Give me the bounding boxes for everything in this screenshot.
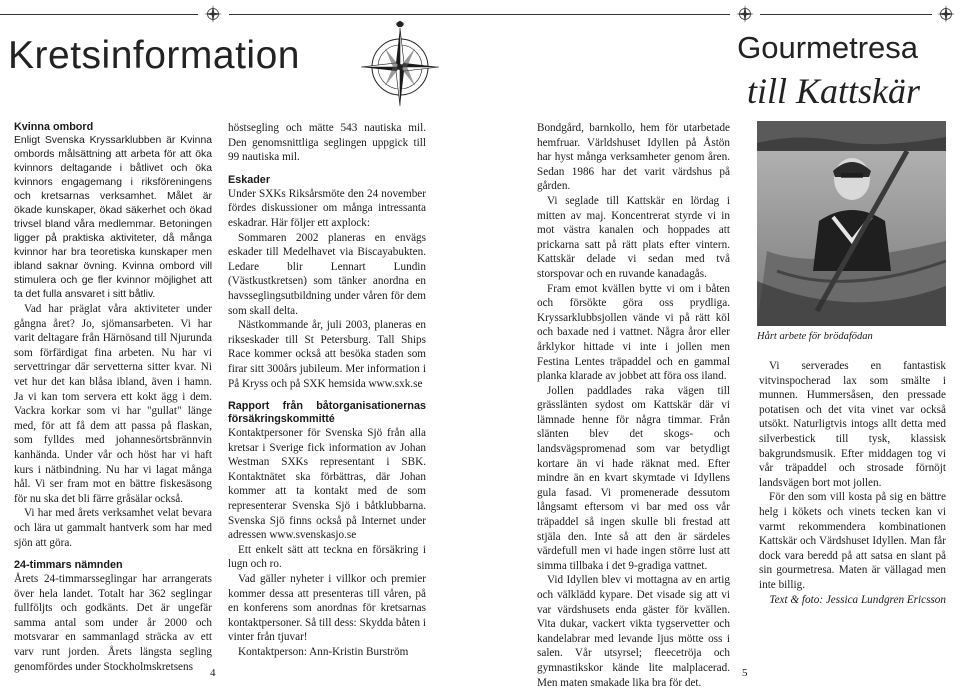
compass-ornament-icon xyxy=(936,4,956,24)
page-number-left: 4 xyxy=(210,667,216,679)
photo-man-in-canoe xyxy=(757,121,946,326)
heading-kvinna-ombord: Kvinna ombord xyxy=(14,121,94,133)
paragraph: Vi har med årets verksamhet velat bevara och lära ut gammalt hantverk som har med sjön att göra. xyxy=(14,507,212,549)
page-title-kretsinformation: Kretsinformation xyxy=(8,34,300,77)
paragraph: Enligt Svenska Kryssarklubben är Kvinna ombords målsättning att arbeta för att öka kvinnors deltagande i båtlivet och öka kvinnors engagemang i riksföreningens och kretsarnas verksamhet. Målet är ökade kunskaper, ökad säkerhet och ökad trivsel bland våra medlemmar. Betoningen ligger på praktiska aktiviteter, då många kvinnor har bra teoretiska kunskaper men ibland saknar övning. Kvinna ombord vill stimulera och ge fler kvinnor möjlighet att ta det fulla ansvaret i sitt båtliv. xyxy=(14,135,212,300)
header-rule-left xyxy=(0,14,198,15)
paragraph: Vi serverades en fantastisk vitvinspocherad lax som smälte i munnen. Hummersåsen, den pressade potatisen och det vita vinet var också utsökt. Naturligtvis intogs allt detta med silverbestick till tysk, klassisk bakgrundsmusik. Efter middagen tog vi vår träpaddel och strosade förnöjt landsvägen bort mot jollen. xyxy=(759,360,946,489)
column-3 xyxy=(537,121,730,690)
compass-ornament-icon xyxy=(735,4,755,24)
article-title-line1: Gourmetresa xyxy=(737,30,918,65)
paragraph: Vad gäller nyheter i villkor och premier kommer dessa att presenteras till våren, på en konferens som anordnas för kretsarnas kontaktpersoner. Så till dess: Skydda båten i vinter från tjuvar! xyxy=(228,573,426,644)
column-1 xyxy=(14,121,212,674)
paragraph: Vid Idyllen blev vi mottagna av en artig och välklädd kypare. Det visade sig att vi var värdshusets enda gäster för kvällen. Vita dukar, vackert vikta tygservetter och kandelabrar med levande ljus mötte oss i salen. Vår utsyrsel; fleecetröja och gymnastikskor kände lite malplacerad. Men maten smakade lika bra för det. xyxy=(537,574,730,689)
paragraph: Ett enkelt sätt att teckna en försäkring i lugn och ro. xyxy=(228,543,426,571)
paragraph: Sommaren 2002 planeras en envägs eskader till Medelhavet via Biscayabukten. Ledare blir Lennart Lundin (Västkustkretsen) som tänker anordna en havsseglingsutbildning under våren för dem som skall delta. xyxy=(228,231,426,317)
author-credit: Text & foto: Jessica Lundgren Ericsson xyxy=(769,593,946,606)
header-rule-right-1 xyxy=(480,14,730,15)
paragraph: Årets 24-timmarsseglingar har arrangerats över hela landet. Totalt har 362 seglingar fullföljts och godkänts. Det är ungefär samma antal som under år 2000 och motsvarar en sammanlagd sträcka av ett varv runt jorden. Årets längsta segling genomfördes under Stockholmskretsens xyxy=(14,573,212,673)
header-rule-center xyxy=(229,14,480,15)
article-title-line2: till Kattskär xyxy=(746,71,920,111)
paragraph: Kontaktperson: Ann-Kristin Burström xyxy=(238,646,409,658)
heading-24-timmars: 24-timmars nämnden xyxy=(14,559,123,572)
page-number-right: 5 xyxy=(742,667,748,679)
heading-eskader: Eskader xyxy=(228,173,271,186)
header-rule-right-2 xyxy=(760,14,932,15)
paragraph: Vi seglade till Kattskär en lördag i mitten av maj. Koncentrerat styrde vi in mot västra kanalen och hoppades att prickarna satt på rätt plats efter vintern. Kattskär delade vi sedan med två storspovar och en ruvande kanadagås. xyxy=(537,194,730,280)
photo-illustration xyxy=(757,121,946,326)
paragraph: höstsegling och mätte 543 nautiska mil. Den genomsnittliga seglingen uppgick till 99 nautiska mil. xyxy=(228,122,426,164)
paragraph: Kontaktpersoner för Svenska Sjö från alla kretsar i Sverige fick information av Johan Westman SXKs representant i SBK. Kontaktnätet ska förbättras, där Johan kommer att ta kontakt med de som representerar Svenska Sjö i båtklubbarna. Svenska Sjö finns också på Internet under adressen www.svenskasjo.se xyxy=(228,427,426,542)
compass-rose-logo-icon xyxy=(355,20,445,110)
heading-rapport: Rapport från båtorganisationernas försäkringskommitté xyxy=(228,400,426,426)
paragraph: Nästkommande år, juli 2003, planeras en rikseskader till St Petersburg. Tall Ships Race kommer också att besöka staden som firar sitt 300års jubileum. Mer information i På Kryss och på SXK hemsida www.sxk.se xyxy=(228,319,426,390)
paragraph: Vad har präglat våra aktiviteter under gångna året? Jo, sjömansarbeten. Vi har varit deltagare från Härnösand till Njurunda som förfärdigat fina arbeten. Nu har vi servettringar där servetterna sitter kvar. Ni vet hur det kan blåsa ibland, även i hamn. Ja vi kan tom servera ett kokt ägg i dem. Vackra korkar som vi har "gullat" länge med, för att få dem att passa på flaskan, som fylldes med johannesörtsbrännvin kanhända. Under vår och höst har vi haft kurs i nätbindning. Nu har vi lagat många hål. Vi ser fram mot en bättre fiskesäsong för nu ska det bli färre gråsälar också. xyxy=(14,303,212,505)
photo-caption: Hårt arbete för brödafödan xyxy=(757,331,873,342)
paragraph: Under SXKs Riksårsmöte den 24 november fördes diskussioner om många intressanta eskadrar. Här följer ett axplock: xyxy=(228,187,426,229)
paragraph: Fram emot kvällen bytte vi om i båten och försökte göra oss prydliga. Kryssarklubbsjollen vände vi på rätt köl och baxade ned i vattnet. Några åror eller årklykor hittade vi inte i jollen men Festina Lentes träpaddel och en gammal planka klarade av jobbet att föra oss iland. xyxy=(537,282,730,383)
column-4 xyxy=(759,359,946,607)
column-2 xyxy=(228,121,426,660)
paragraph: Jollen paddlades raka vägen till grässlänten sydost om Kattskär där vi lämnade henne för några timmar. Från slänten blev det skogs- och landsvägspromenad som var betydligt kortare än vi hade räknat med. Efter mindre än en kvart skymtade vi Idyllens gula fasad. Vi promenerade dessutom långsamt eftersom vi bar med oss vår träpaddel så ingen skulle bli frestad att stjäla den. Inte så att den är särdeles värdefull men vi hade ingen större lust att simma tillbaka i det 9-gradiga vattnet. xyxy=(537,384,730,572)
paragraph: För den som vill kosta på sig en bättre helg i kökets och vinets tecken kan vi varmt rekommendera kombinationen Kattskär och Värdshuset Idyllen. Man får dock vara beredd på att satsa en slant på sin gourmetresa. Maten är vällagad men inte billig. xyxy=(759,491,946,591)
paragraph: Bondgård, barnkollo, hem för utarbetade hemfruar. Världshuset Idyllen på Åstön har hyst många verksamheter genom åren. Sedan 1986 har det varit värdshus på gården. xyxy=(537,122,730,193)
compass-ornament-icon xyxy=(203,4,223,24)
